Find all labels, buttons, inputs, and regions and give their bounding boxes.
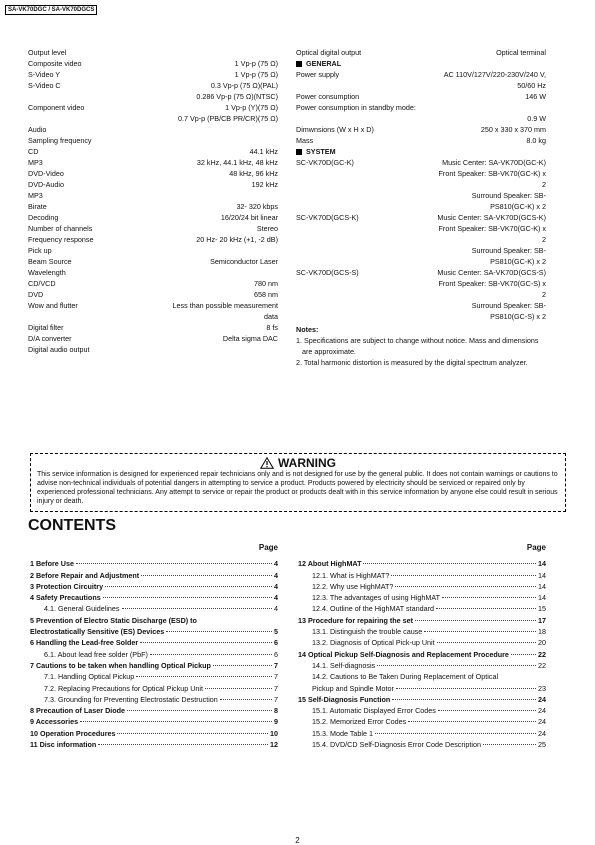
spec-label: Digital filter bbox=[28, 323, 64, 332]
spec-row bbox=[28, 157, 278, 168]
model-tag: SA-VK70DGC / SA-VK70DGCS bbox=[5, 5, 97, 15]
spec-value: 1 Vp-p (75 Ω) bbox=[234, 59, 278, 68]
spec-row bbox=[296, 278, 546, 300]
toc-entry[interactable] bbox=[298, 570, 546, 581]
spec-value: 8.0 kg bbox=[526, 136, 546, 145]
toc-page-number: 20 bbox=[538, 638, 546, 648]
warning-triangle-icon bbox=[260, 457, 274, 469]
toc-entry-title: 4.1. General Guidelines bbox=[44, 604, 120, 614]
toc-page-number: 24 bbox=[538, 728, 546, 738]
toc-page-number: 4 bbox=[274, 604, 278, 614]
spec-label: Frequency response bbox=[28, 235, 94, 244]
toc-entry[interactable] bbox=[30, 626, 278, 637]
spec-label: Mass bbox=[296, 136, 314, 145]
spec-row bbox=[28, 69, 278, 80]
spec-label: Number of channels bbox=[28, 224, 93, 233]
spec-value: Surround Speaker: SB-PS810(GC-K) x 2 bbox=[471, 191, 546, 211]
toc-page-number: 14 bbox=[538, 593, 546, 603]
dot-leader bbox=[136, 676, 272, 677]
toc-page-number: 12 bbox=[270, 740, 278, 750]
spec-value: Surround Speaker: SB-PS810(GC-K) x 2 bbox=[471, 246, 546, 266]
spec-value: 1 Vp-p (Y)(75 Ω) bbox=[225, 103, 278, 112]
dot-leader bbox=[438, 710, 536, 711]
spec-value: Front Speaker: SB-VK70(GC-K) x 2 bbox=[438, 224, 546, 244]
spec-value: 44.1 kHz bbox=[249, 147, 278, 156]
spec-label: SC-VK70D(GCS-K) bbox=[296, 213, 359, 222]
dot-leader bbox=[442, 597, 536, 598]
toc-entry-title: 14.2. Cautions to Be Taken During Replacement of Optical bbox=[312, 672, 499, 682]
spec-label: Power consumption in standby mode: bbox=[296, 103, 416, 112]
spec-row bbox=[28, 91, 278, 102]
toc-page-number: 24 bbox=[538, 717, 546, 727]
spec-row bbox=[28, 300, 278, 322]
toc-entry-title: 10 Operation Procedures bbox=[30, 728, 116, 738]
toc-page-number: 23 bbox=[538, 683, 546, 693]
dot-leader bbox=[437, 642, 536, 643]
spec-value: Music Center: SA-VK70D(GCS-S) bbox=[437, 268, 546, 277]
toc-entry[interactable] bbox=[298, 603, 546, 614]
spec-label: MP3 bbox=[28, 191, 43, 200]
spec-row bbox=[296, 245, 546, 267]
dot-leader bbox=[377, 665, 536, 666]
spec-label: SC-VK70D(GC-K) bbox=[296, 158, 354, 167]
toc-page-number: 4 bbox=[274, 570, 278, 580]
spec-value: 0.7 Vp-p (PB/CB PR/CR)(75 Ω) bbox=[177, 114, 278, 123]
spec-value: Front Speaker: SB-VK70(GC-S) x 2 bbox=[438, 279, 546, 299]
toc-entry[interactable] bbox=[298, 637, 546, 648]
right-spec-column bbox=[296, 47, 546, 368]
spec-label: D/A converter bbox=[28, 334, 72, 343]
spec-label: Power supply bbox=[296, 70, 340, 79]
toc-page-number: 7 bbox=[274, 694, 278, 704]
dot-leader bbox=[205, 688, 272, 689]
toc-entry-title: 7.3. Grounding for Preventing Electrostatic Destruction bbox=[44, 694, 218, 704]
spec-row bbox=[296, 300, 546, 322]
spec-label: DVD bbox=[28, 290, 44, 299]
toc-entry[interactable] bbox=[298, 705, 546, 716]
spec-label: Audio bbox=[28, 125, 47, 134]
toc-entry[interactable] bbox=[298, 683, 546, 694]
spec-row bbox=[28, 256, 278, 267]
toc-entry[interactable] bbox=[30, 558, 278, 569]
spec-value: 8 fs bbox=[266, 323, 278, 332]
toc-entry[interactable] bbox=[30, 716, 278, 727]
toc-entry[interactable] bbox=[298, 592, 546, 603]
toc-entry[interactable] bbox=[298, 558, 546, 569]
spec-row bbox=[28, 289, 278, 300]
toc-page-number: 18 bbox=[538, 627, 546, 637]
toc-entry[interactable] bbox=[30, 671, 278, 682]
spec-value: 32- 320 kbps bbox=[236, 202, 278, 211]
toc-entry[interactable] bbox=[30, 603, 278, 614]
spec-label: Sampling frequency bbox=[28, 136, 92, 145]
spec-label: DVD-Video bbox=[28, 169, 64, 178]
spec-row bbox=[296, 91, 546, 102]
spec-row bbox=[28, 179, 278, 190]
toc-page-number: 7 bbox=[274, 683, 278, 693]
spec-value: 16/20/24 bit linear bbox=[220, 213, 278, 222]
toc-entry[interactable] bbox=[30, 581, 278, 592]
warning-box bbox=[30, 453, 566, 512]
toc-entry-title: Pickup and Spindle Motor bbox=[312, 683, 394, 693]
toc-entry-title: 12.4. Outline of the HighMAT standard bbox=[312, 604, 434, 614]
toc-entry-title: 14 Optical Pickup Self-Diagnosis and Replacement Procedure bbox=[298, 649, 509, 659]
toc-page-number: 25 bbox=[538, 740, 546, 750]
spec-row bbox=[296, 124, 546, 135]
spec-value: Delta sigma DAC bbox=[222, 334, 278, 343]
toc-page-number: 22 bbox=[538, 649, 546, 659]
warning-title bbox=[37, 456, 559, 470]
square-bullet-icon bbox=[296, 149, 302, 155]
spec-row bbox=[28, 278, 278, 289]
spec-value: 1 Vp-p (75 Ω) bbox=[234, 70, 278, 79]
spec-row bbox=[28, 333, 278, 344]
toc-entry-title: 13.1. Distinguish the trouble cause bbox=[312, 627, 423, 637]
spec-value: 0.286 Vp-p (75 Ω)(NTSC) bbox=[196, 92, 278, 101]
spec-row bbox=[28, 102, 278, 113]
spec-row bbox=[28, 322, 278, 333]
toc-entry[interactable] bbox=[30, 615, 278, 626]
spec-row bbox=[296, 190, 546, 212]
toc-entry[interactable] bbox=[298, 716, 546, 727]
toc-entry[interactable] bbox=[298, 581, 546, 592]
toc-entry-title: 14.1. Self-diagnosis bbox=[312, 660, 376, 670]
toc-entry-title: 13 Procedure for repairing the set bbox=[298, 615, 414, 625]
toc-entry[interactable] bbox=[298, 660, 546, 671]
dot-leader bbox=[103, 597, 272, 598]
square-bullet-icon bbox=[296, 61, 302, 67]
spec-value: 0.9 W bbox=[527, 114, 546, 123]
toc-entry-title: 4 Safety Precautions bbox=[30, 593, 101, 603]
spec-label: Optical digital output bbox=[296, 48, 362, 57]
spec-label: MP3 bbox=[28, 158, 43, 167]
spec-label: Composite video bbox=[28, 59, 82, 68]
toc-entry[interactable] bbox=[30, 694, 278, 705]
spec-label: Dimwnsions (W x H x D) bbox=[296, 125, 374, 134]
spec-label: Digital audio output bbox=[28, 345, 90, 354]
toc-entry-title: 8 Precaution of Laser Diode bbox=[30, 706, 126, 716]
spec-row bbox=[296, 69, 546, 91]
dot-leader bbox=[122, 608, 272, 609]
toc-entry[interactable] bbox=[298, 671, 546, 682]
section-heading-text: SYSTEM bbox=[306, 147, 336, 156]
spec-label: SC-VK70D(GCS-S) bbox=[296, 268, 359, 277]
warning-title-text: WARNING bbox=[278, 456, 336, 470]
spec-label: Component video bbox=[28, 103, 85, 112]
spec-row bbox=[28, 168, 278, 179]
spec-row bbox=[296, 157, 546, 168]
spec-row bbox=[296, 135, 546, 146]
spec-row bbox=[28, 267, 278, 278]
toc-page-number: 17 bbox=[538, 615, 546, 625]
toc-entry-title: 15.4. DVD/CD Self-Diagnosis Error Code Description bbox=[312, 740, 481, 750]
toc-entry-title: 3 Protection Circuitry bbox=[30, 581, 104, 591]
spec-value: Stereo bbox=[256, 224, 278, 233]
toc-page-number: 7 bbox=[274, 660, 278, 670]
spec-row bbox=[28, 47, 278, 58]
toc-entry-title: 12.1. What is HighMAT? bbox=[312, 570, 390, 580]
toc-left-column bbox=[30, 542, 278, 750]
toc-page-number: 24 bbox=[538, 706, 546, 716]
section-heading-text: GENERAL bbox=[306, 59, 342, 68]
toc-entry-title: 2 Before Repair and Adjustment bbox=[30, 570, 140, 580]
dot-leader bbox=[396, 688, 536, 689]
toc-entry-title: 7 Cautions to be taken when handling Optical Pickup bbox=[30, 660, 211, 670]
dot-leader bbox=[391, 575, 536, 576]
toc-page-number: 4 bbox=[274, 559, 278, 569]
notes-block bbox=[296, 324, 546, 368]
spec-row bbox=[28, 80, 278, 91]
toc-entry-title: 11 Disc information bbox=[30, 740, 97, 750]
spec-row bbox=[28, 113, 278, 124]
toc-page-number: 8 bbox=[274, 706, 278, 716]
toc-entry[interactable] bbox=[30, 660, 278, 671]
spec-label: Output level bbox=[28, 48, 67, 57]
spec-label: Birate bbox=[28, 202, 47, 211]
left-spec-column bbox=[28, 47, 278, 355]
spec-row bbox=[296, 113, 546, 124]
toc-entry-title: 15.2. Memorized Error Codes bbox=[312, 717, 407, 727]
toc-entry-title: 7.1. Handling Optical Pickup bbox=[44, 672, 135, 682]
toc-page-number: 5 bbox=[274, 627, 278, 637]
contents-title: CONTENTS bbox=[28, 517, 116, 534]
page-label: Page bbox=[526, 543, 546, 552]
dot-leader bbox=[76, 563, 272, 564]
dot-leader bbox=[511, 654, 536, 655]
section-heading bbox=[296, 146, 546, 157]
notes-title: Notes: bbox=[296, 325, 319, 334]
spec-label: Wavelength bbox=[28, 268, 66, 277]
spec-value: 192 kHz bbox=[251, 180, 278, 189]
toc-page-number: 14 bbox=[538, 559, 546, 569]
toc-entry-title: 12.2. Why use HighMAT? bbox=[312, 581, 394, 591]
spec-row bbox=[28, 201, 278, 212]
spec-label: Decoding bbox=[28, 213, 59, 222]
spec-value: Semiconductor Laser bbox=[210, 257, 278, 266]
spec-value: 250 x 330 x 370 mm bbox=[480, 125, 546, 134]
toc-page-number: 10 bbox=[270, 728, 278, 738]
spec-value: Music Center: SA-VK70D(GC-K) bbox=[442, 158, 546, 167]
spec-row bbox=[296, 168, 546, 190]
toc-entry-title: 9 Accessories bbox=[30, 717, 79, 727]
spec-label: Power consumption bbox=[296, 92, 360, 101]
dot-leader bbox=[213, 665, 272, 666]
dot-leader bbox=[436, 608, 536, 609]
spec-row bbox=[28, 212, 278, 223]
spec-value: Optical terminal bbox=[496, 48, 546, 57]
toc-entry[interactable] bbox=[298, 739, 546, 750]
dot-leader bbox=[392, 699, 536, 700]
dot-leader bbox=[483, 744, 536, 745]
toc-page-number: 24 bbox=[538, 694, 546, 704]
spec-value: AC 110V/127V/220-230V/240 V, 50/60 Hz bbox=[443, 70, 546, 90]
dot-leader bbox=[395, 586, 536, 587]
spec-value: 658 nm bbox=[254, 290, 278, 299]
toc-entry[interactable] bbox=[298, 728, 546, 739]
toc-entry-title: 15.1. Automatic Displayed Error Codes bbox=[312, 706, 436, 716]
toc-entry[interactable] bbox=[298, 694, 546, 705]
dot-leader bbox=[375, 733, 536, 734]
dot-leader bbox=[150, 654, 272, 655]
toc-page-number: 22 bbox=[538, 660, 546, 670]
spec-value: Surround Speaker: SB-PS810(GC-S) x 2 bbox=[471, 301, 546, 321]
toc-entry[interactable] bbox=[298, 626, 546, 637]
spec-value: 780 nm bbox=[254, 279, 278, 288]
toc-entry[interactable] bbox=[30, 592, 278, 603]
spec-label: S-Video Y bbox=[28, 70, 61, 79]
toc-page-number: 6 bbox=[274, 649, 278, 659]
toc-page-number: 15 bbox=[538, 604, 546, 614]
toc-entry[interactable] bbox=[30, 637, 278, 648]
spec-row bbox=[28, 245, 278, 256]
spec-row bbox=[28, 124, 278, 135]
spec-value: 20 Hz- 20 kHz (+1, -2 dB) bbox=[196, 235, 278, 244]
toc-entry[interactable] bbox=[30, 570, 278, 581]
toc-entry[interactable] bbox=[298, 649, 546, 660]
note-item: 1. Specifications are subject to change without notice. Mass and dimensions are approximate. bbox=[296, 336, 539, 356]
toc-entry-title: 12 About HighMAT bbox=[298, 559, 362, 569]
spec-label: Pick up bbox=[28, 246, 52, 255]
spec-row bbox=[296, 102, 546, 113]
dot-leader bbox=[424, 631, 536, 632]
spec-value: 48 kHz, 96 kHz bbox=[229, 169, 278, 178]
toc-entry-title: 15 Self-Diagnosis Function bbox=[298, 694, 391, 704]
toc-entry-title: 6 Handling the Lead-free Solder bbox=[30, 638, 139, 648]
spec-value: Front Speaker: SB-VK70(GC-K) x 2 bbox=[438, 169, 546, 189]
dot-leader bbox=[408, 721, 536, 722]
spec-label: S-Video C bbox=[28, 81, 61, 90]
dot-leader bbox=[98, 744, 268, 745]
toc-entry[interactable] bbox=[298, 615, 546, 626]
toc-page-number: 14 bbox=[538, 581, 546, 591]
toc-entry[interactable] bbox=[30, 739, 278, 750]
toc-page-number: 4 bbox=[274, 593, 278, 603]
dot-leader bbox=[166, 631, 272, 632]
dot-leader bbox=[363, 563, 536, 564]
dot-leader bbox=[117, 733, 268, 734]
toc-page-number: 14 bbox=[538, 570, 546, 580]
dot-leader bbox=[127, 710, 272, 711]
spec-row bbox=[28, 146, 278, 157]
toc-entry-title: 13.2. Diagnosis of Optical Pick-up Unit bbox=[312, 638, 435, 648]
spec-value: 146 W bbox=[525, 92, 546, 101]
toc-page-number: 7 bbox=[274, 672, 278, 682]
dot-leader bbox=[220, 699, 272, 700]
spec-label: Beam Source bbox=[28, 257, 72, 266]
spec-row bbox=[296, 223, 546, 245]
dot-leader bbox=[80, 721, 272, 722]
toc-page-number: 4 bbox=[274, 581, 278, 591]
note-item: 2. Total harmonic distortion is measured by the digital spectrum analyzer. bbox=[296, 358, 528, 367]
toc-entry-title: 6.1. About lead free solder (PbF) bbox=[44, 649, 148, 659]
spec-value: Less than possible measurement data bbox=[172, 301, 278, 321]
spec-row bbox=[28, 190, 278, 201]
spec-row bbox=[296, 267, 546, 278]
spec-value: 0.3 Vp-p (75 Ω)(PAL) bbox=[210, 81, 278, 90]
toc-entry-title: 7.2. Replacing Precautions for Optical Pickup Unit bbox=[44, 683, 204, 693]
spec-row bbox=[28, 58, 278, 69]
dot-leader bbox=[105, 586, 272, 587]
toc-entry[interactable] bbox=[30, 705, 278, 716]
toc-entry[interactable] bbox=[30, 683, 278, 694]
spec-row bbox=[28, 223, 278, 234]
page-number: 2 bbox=[295, 836, 300, 845]
toc-entry[interactable] bbox=[30, 728, 278, 739]
spec-label: CD bbox=[28, 147, 39, 156]
toc-right-column bbox=[298, 542, 546, 750]
spec-row bbox=[28, 234, 278, 245]
toc-page-number: 6 bbox=[274, 638, 278, 648]
toc-entry-title: 12.3. The advantages of using HighMAT bbox=[312, 593, 440, 603]
spec-value: 32 kHz, 44.1 kHz, 48 kHz bbox=[196, 158, 278, 167]
spec-label: DVD-Audio bbox=[28, 180, 64, 189]
dot-leader bbox=[140, 642, 272, 643]
spec-row bbox=[28, 344, 278, 355]
spec-row bbox=[28, 135, 278, 146]
toc-entry[interactable] bbox=[30, 649, 278, 660]
toc-entry-title: 15.3. Mode Table 1 bbox=[312, 728, 374, 738]
toc-entry-title: Electrostatically Sensitive (ES) Devices bbox=[30, 627, 165, 637]
page-label: Page bbox=[258, 543, 278, 552]
dot-leader bbox=[415, 620, 536, 621]
spec-label: Wow and flutter bbox=[28, 301, 78, 310]
spec-label: CD/VCD bbox=[28, 279, 56, 288]
dot-leader bbox=[141, 575, 272, 576]
toc-page-number: 9 bbox=[274, 717, 278, 727]
section-heading bbox=[296, 58, 546, 69]
toc-entry-title: 5 Prevention of Electro Static Discharge (ESD) to bbox=[30, 615, 197, 625]
spec-value: Music Center: SA-VK70D(GCS-K) bbox=[437, 213, 546, 222]
spec-row bbox=[296, 47, 546, 58]
spec-row bbox=[296, 212, 546, 223]
toc-entry-title: 1 Before Use bbox=[30, 559, 74, 569]
warning-text: This service information is designed for experienced repair technicians only and is not designed for use by the general public. It does not contain warnings or cautions to advise non-technical individuals of potential dangers in attempting to service a product. Products powered by electricity should be serviced or repaired only by experienced professional technicians. Any attempt to service or repair the product or products dealt with in this service information by anyone else could result in serious injury or death. bbox=[37, 471, 558, 505]
